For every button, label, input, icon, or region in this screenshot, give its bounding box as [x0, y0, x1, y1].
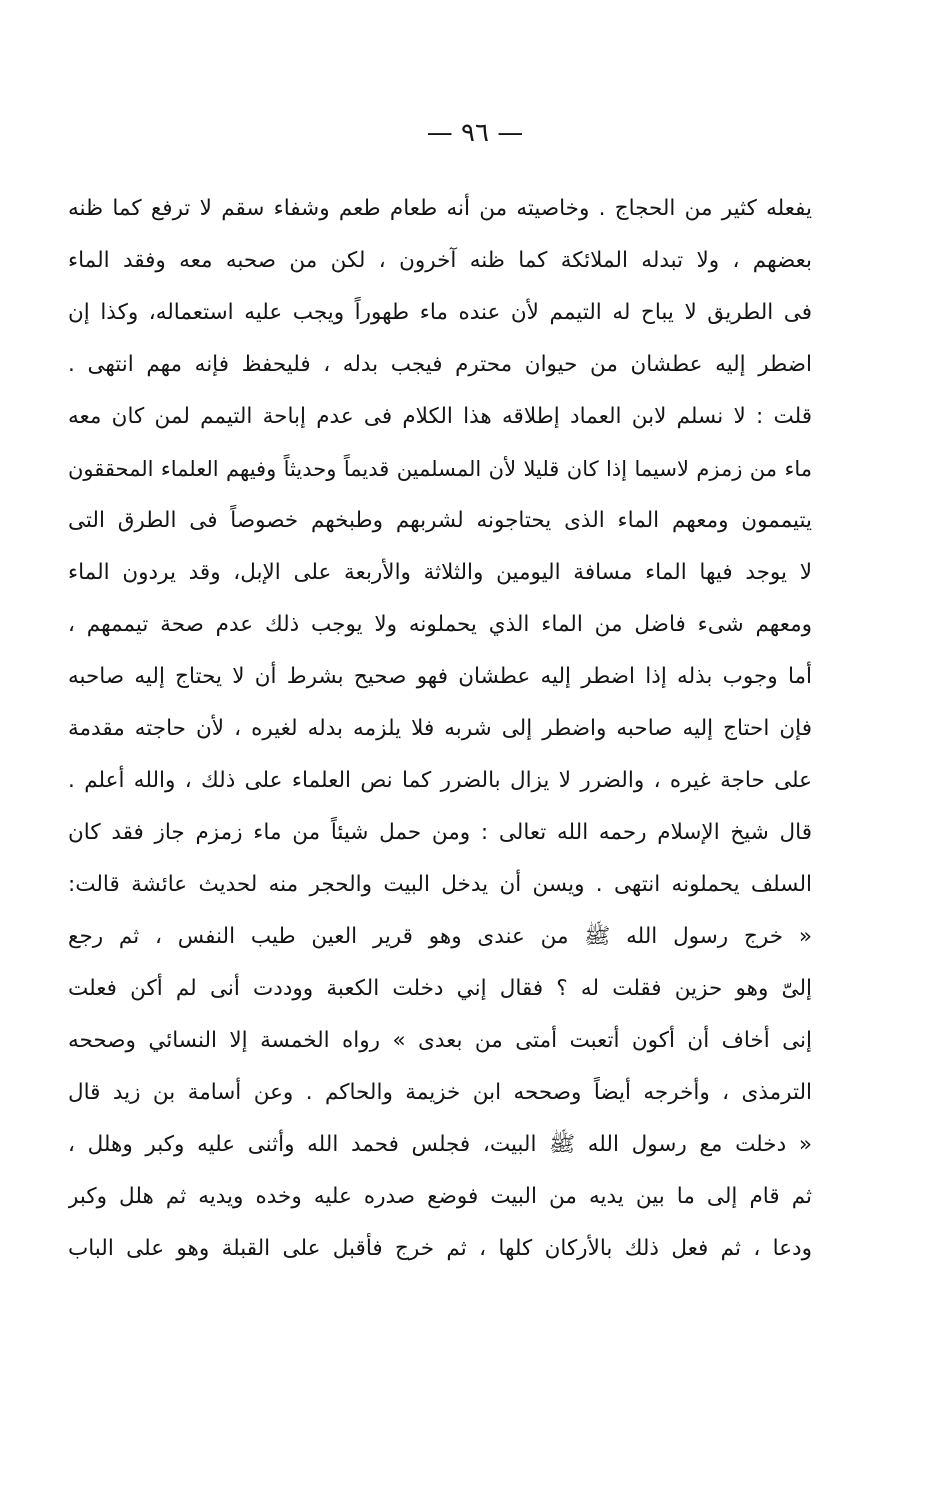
text-line: ودعا ، ثم فعل ذلك بالأركان كلها ، ثم خرج فأقبل على القبلة وهو على الباب [68, 1236, 812, 1261]
text-line: « خرج رسول الله ﷺ من عندى وهو قرير العين طيب النفس ، ثم رجع [68, 924, 812, 949]
text-line: الترمذى ، وأخرجه أيضاً وصححه ابن خزيمة والحاكم . وعن أسامة بن زيد قال [68, 1080, 812, 1105]
text-line: بعضهم ، ولا تبدله الملائكة كما ظنه آخرون ، لكن من صحبه معه وفقد الماء [68, 248, 812, 273]
text-line: اضطر إليه عطشان من حيوان محترم فيجب بدله ، فليحفظ فإنه مهم انتهى . [68, 352, 812, 377]
text-line: فى الطريق لا يباح له التيمم لأن عنده ماء طهوراً ويجب عليه استعماله، وكذا إن [68, 300, 812, 325]
body-text [68, 183, 812, 1275]
text-line: أما وجوب بذله إذا اضطر إليه عطشان فهو صحيح بشرط أن لا يحتاج إليه صاحبه [68, 664, 812, 689]
text-line: يتيممون ومعهم الماء الذى يحتاجونه لشربهم وطبخهم خصوصاً فى الطرق التى [68, 508, 812, 533]
text-line: قلت : لا نسلم لابن العماد إطلاقه هذا الكلام فى عدم إباحة التيمم لمن كان معه [68, 404, 812, 429]
text-line: إلىّ وهو حزين فقلت له ؟ فقال إني دخلت الكعبة ووددت أنى لم أكن فعلت [68, 976, 812, 1001]
text-line: على حاجة غيره ، والضرر لا يزال بالضرر كما نص العلماء على ذلك ، والله أعلم . [68, 768, 812, 793]
text-line: ثم قام إلى ما بين يديه من البيت فوضع صدره عليه وخده ويديه ثم هلل وكبر [68, 1184, 812, 1209]
text-line: إنى أخاف أن أكون أتعبت أمتى من بعدى » رواه الخمسة إلا النسائي وصححه [68, 1028, 812, 1053]
page-number: — ٩٦ — [426, 118, 524, 148]
text-line: « دخلت مع رسول الله ﷺ البيت، فجلس فحمد الله وأثنى عليه وكبر وهلل ، [68, 1132, 812, 1157]
text-line: السلف يحملونه انتهى . ويسن أن يدخل البيت والحجر منه لحديث عائشة قالت: [68, 872, 812, 897]
text-line: فإن احتاج إليه صاحبه واضطر إلى شربه فلا يلزمه بدله لغيره ، لأن حاجته مقدمة [68, 716, 812, 741]
text-line: ومعهم شىء فاضل من الماء الذي يحملونه ولا يوجب ذلك عدم صحة تيممهم ، [68, 612, 812, 637]
text-line: لا يوجد فيها الماء مسافة اليومين والثلاثة والأربعة على الإبل، وقد يردون الماء [68, 560, 812, 585]
text-line: يفعله كثير من الحجاج . وخاصيته من أنه طعام طعم وشفاء سقم لا ترفع كما ظنه [68, 196, 812, 221]
text-line: ماء من زمزم لاسيما إذا كان قليلا لأن المسلمين قديماً وحديثاً وفيهم العلماء المحققون [68, 457, 812, 481]
text-line: قال شيخ الإسلام رحمه الله تعالى : ومن حمل شيئاً من ماء زمزم جاز فقد كان [68, 820, 812, 845]
